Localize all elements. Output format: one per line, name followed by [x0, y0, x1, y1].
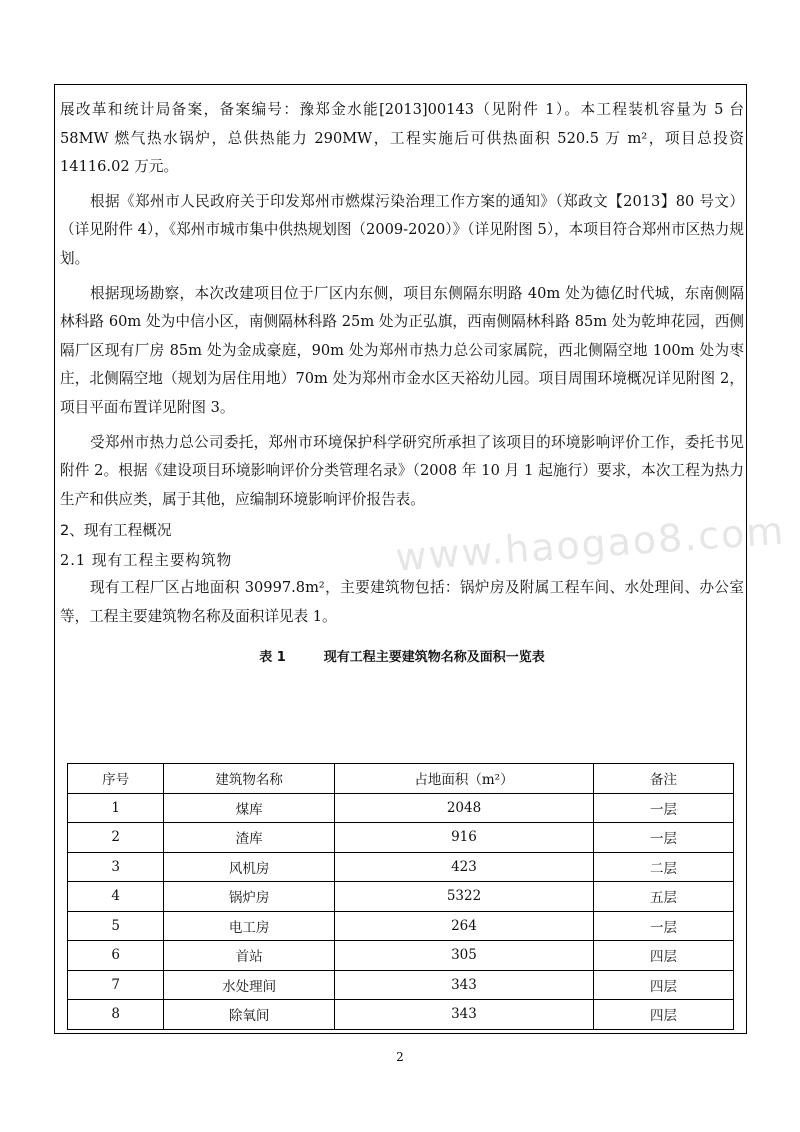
subsection-heading-main-structures: 2.1 现有工程主要构筑物	[60, 552, 233, 570]
cell-index: 3	[68, 852, 164, 882]
cell-building-name: 风机房	[164, 852, 335, 882]
cell-index: 7	[68, 970, 164, 1000]
table-row	[68, 1000, 734, 1030]
cell-floor-area: 2048	[334, 793, 593, 823]
cell-floor-area: 305	[334, 941, 593, 971]
cell-floor-area: 343	[334, 970, 593, 1000]
paragraph-site-survey: 根据现场勘察，本次改建项目位于厂区内东侧，项目东侧隔东明路 40m 处为德亿时代城，东南侧隔林科路 60m 处为中信小区，南侧隔林科路 25m 处为正弘旗，西南侧隔林科路 85m 处为乾坤花园，西侧隔厂区现有厂房 85m 处为金成豪庭，90m 处为郑州市热力总公司家属院，西北侧隔空地 100m 处为枣庄，北侧隔空地（规划为居住用地）70m 处为郑州市金水区天裕幼儿园。项目周围环境概况详见附图 2，项目平面布置详见附图 3。	[60, 284, 744, 416]
cell-floor-area: 343	[334, 1000, 593, 1030]
table-row	[68, 882, 734, 912]
table-caption-number: 表 1	[259, 649, 286, 665]
table-header-row	[68, 764, 734, 794]
table-caption	[60, 646, 744, 665]
cell-building-name: 锅炉房	[164, 882, 335, 912]
cell-remarks: 四层	[594, 941, 734, 971]
table-row	[68, 941, 734, 971]
paragraph-project-filing: 展改革和统计局备案，备案编号：豫郑金水能[2013]00143（见附件 1）。本工程装机容量为 5 台 58MW 燃气热水锅炉，总供热能力 290MW，工程实施后可供热面积 520.5 万 m²，项目总投资 14116.02 万元。	[60, 101, 744, 176]
cell-building-name: 水处理间	[164, 970, 335, 1000]
table-row	[68, 852, 734, 882]
paragraph-policy-basis: 根据《郑州市人民政府关于印发郑州市燃煤污染治理工作方案的通知》（郑政文【2013】80 号文）（详见附件 4），《郑州市城市集中供热规划图（2009-2020）》（详见附图 5），本项目符合郑州市区热力规划。	[60, 192, 744, 267]
table-row	[68, 793, 734, 823]
cell-building-name: 渣库	[164, 823, 335, 853]
paragraph-existing-area: 现有工程厂区占地面积 30997.8m²，主要建筑物包括：锅炉房及附属工程车间、水处理间、办公室等，工程主要建筑物名称及面积详见表 1。	[60, 579, 744, 625]
cell-index: 8	[68, 1000, 164, 1030]
paragraph-commission: 受郑州市热力总公司委托，郑州市环境保护科学研究所承担了该项目的环境影响评价工作，委托书见附件 2。根据《建设项目环境影响评价分类管理名录》（2008 年 10 月 1 起施行）要求，本次工程为热力生产和供应类，属于其他，应编制环境影响评价报告表。	[60, 433, 744, 508]
cell-building-name: 首站	[164, 941, 335, 971]
cell-remarks: 一层	[594, 793, 734, 823]
cell-index: 4	[68, 882, 164, 912]
cell-floor-area: 5322	[334, 882, 593, 912]
table-row	[68, 970, 734, 1000]
table-row	[68, 823, 734, 853]
cell-index: 1	[68, 793, 164, 823]
cell-index: 5	[68, 911, 164, 941]
cell-floor-area: 264	[334, 911, 593, 941]
cell-remarks: 四层	[594, 1000, 734, 1030]
header-building-name: 建筑物名称	[164, 764, 335, 794]
cell-floor-area: 916	[334, 823, 593, 853]
buildings-table	[67, 763, 734, 1030]
header-index: 序号	[68, 764, 164, 794]
document-body	[60, 96, 744, 677]
cell-remarks: 一层	[594, 911, 734, 941]
table-row	[68, 911, 734, 941]
page-number: 2	[396, 1050, 404, 1064]
section-heading-existing-project: 2、现有工程概况	[60, 522, 172, 540]
cell-index: 2	[68, 823, 164, 853]
cell-remarks: 二层	[594, 852, 734, 882]
cell-remarks: 五层	[594, 882, 734, 912]
cell-remarks: 四层	[594, 970, 734, 1000]
cell-remarks: 一层	[594, 823, 734, 853]
cell-building-name: 电工房	[164, 911, 335, 941]
table-caption-title: 现有工程主要建筑物名称及面积一览表	[323, 649, 545, 665]
watermark: www.haogao8.com	[393, 508, 787, 580]
header-floor-area: 占地面积（m²）	[334, 764, 593, 794]
cell-building-name: 除氧间	[164, 1000, 335, 1030]
header-remarks: 备注	[594, 764, 734, 794]
cell-building-name: 煤库	[164, 793, 335, 823]
cell-index: 6	[68, 941, 164, 971]
cell-floor-area: 423	[334, 852, 593, 882]
